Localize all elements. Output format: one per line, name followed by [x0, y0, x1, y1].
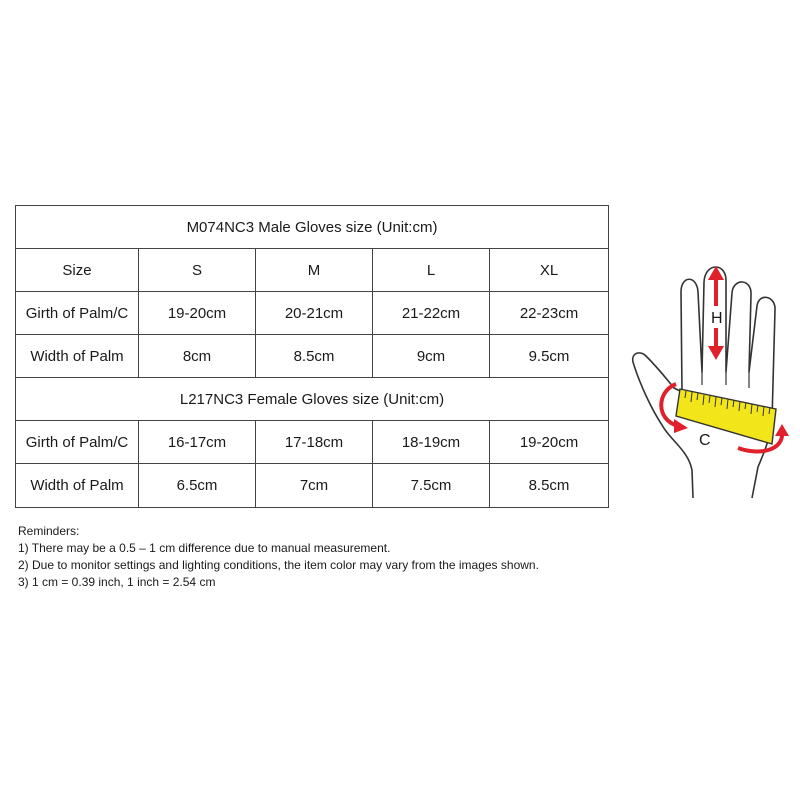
- table-cell: 18-19cm: [373, 421, 490, 464]
- hand-measurement-diagram: [620, 255, 800, 500]
- table-cell: 16-17cm: [139, 421, 256, 464]
- male-girth-row: [16, 292, 609, 335]
- header-cell-l: L: [373, 249, 490, 292]
- reminders-heading: Reminders:: [18, 524, 80, 538]
- header-cell-m: M: [256, 249, 373, 292]
- table-cell: 8.5cm: [256, 335, 373, 378]
- height-label: H: [711, 310, 723, 327]
- table-cell: 21-22cm: [373, 292, 490, 335]
- hand-outline: [633, 267, 775, 498]
- row-label: Girth of Palm/C: [16, 421, 139, 464]
- circumference-label: C: [699, 432, 711, 449]
- header-cell-xl: XL: [490, 249, 609, 292]
- reminder-item: 1) There may be a 0.5 – 1 cm difference due to manual measurement.: [18, 541, 391, 555]
- male-width-row: [16, 335, 609, 378]
- row-label: Width of Palm: [16, 335, 139, 378]
- table-cell: 9cm: [373, 335, 490, 378]
- table-cell: 7.5cm: [373, 464, 490, 508]
- male-table-title: M074NC3 Male Gloves size (Unit:cm): [16, 206, 609, 249]
- female-width-row: [16, 464, 609, 508]
- table-cell: 9.5cm: [490, 335, 609, 378]
- table-cell: 6.5cm: [139, 464, 256, 508]
- table-cell: 22-23cm: [490, 292, 609, 335]
- header-cell-s: S: [139, 249, 256, 292]
- table-cell: 17-18cm: [256, 421, 373, 464]
- table-cell: 8cm: [139, 335, 256, 378]
- reminder-item: 3) 1 cm = 0.39 inch, 1 inch = 2.54 cm: [18, 575, 216, 589]
- table-cell: 19-20cm: [490, 421, 609, 464]
- size-header-row: [16, 249, 609, 292]
- table-cell: 20-21cm: [256, 292, 373, 335]
- female-title-row: [16, 378, 609, 421]
- female-girth-row: [16, 421, 609, 464]
- row-label: Girth of Palm/C: [16, 292, 139, 335]
- row-label: Width of Palm: [16, 464, 139, 508]
- glove-size-table: [15, 205, 609, 508]
- table-cell: 19-20cm: [139, 292, 256, 335]
- header-cell-size: Size: [16, 249, 139, 292]
- reminders-section: [18, 523, 638, 591]
- reminder-item: 2) Due to monitor settings and lighting conditions, the item color may vary from the images shown.: [18, 558, 539, 572]
- table-cell: 8.5cm: [490, 464, 609, 508]
- male-title-row: [16, 206, 609, 249]
- female-table-title: L217NC3 Female Gloves size (Unit:cm): [16, 378, 609, 421]
- table-cell: 7cm: [256, 464, 373, 508]
